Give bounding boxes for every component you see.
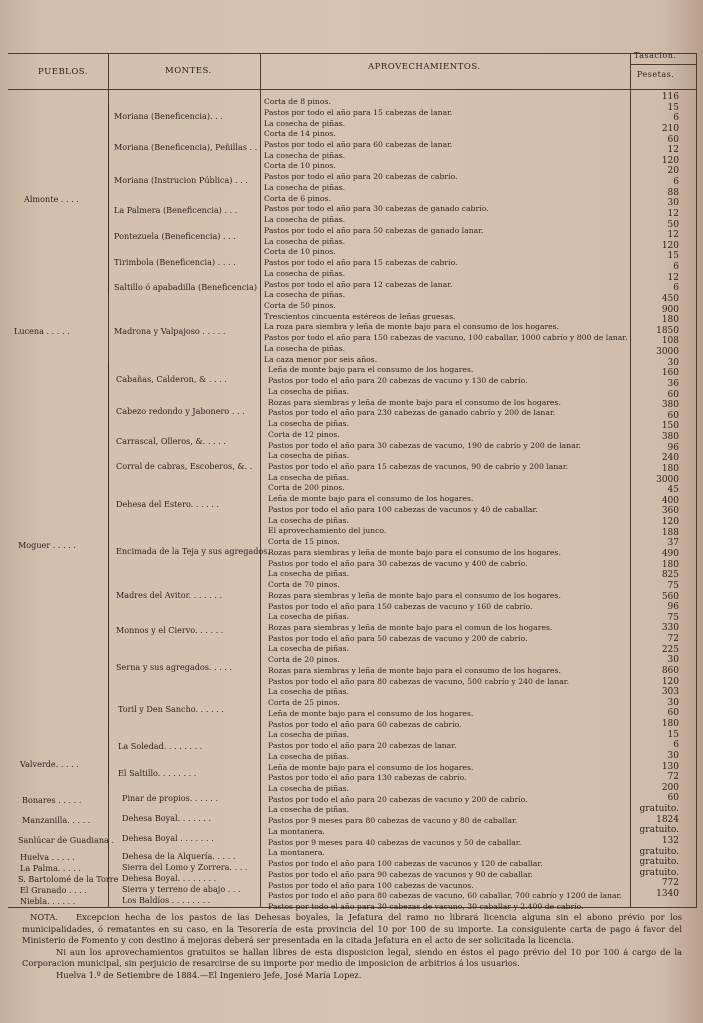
aprovechamiento-line: La cosecha de piñas. — [268, 783, 350, 793]
tasacion-value: 72 — [667, 634, 679, 644]
nota-label: NOTA. — [30, 912, 59, 922]
header-aprovechamientos: APROVECHAMIENTOS. — [368, 62, 481, 72]
tasacion-value: 825 — [661, 570, 679, 581]
monte-row: Sierra del Lomo y Zorrera. . . . — [122, 862, 248, 872]
tasacion-value: 12 — [667, 208, 679, 219]
tasacion-value: 108 — [661, 336, 679, 347]
tasacion-value: gratuito. — [639, 867, 679, 878]
tasacion-value: 6 — [673, 283, 679, 294]
aprovechamiento-line: La cosecha de piñas. — [268, 419, 350, 428]
monte-row: La Palmera (Beneficencia) . . . — [114, 205, 238, 215]
tasacion-value: 160 — [661, 368, 679, 379]
nota-signature: Huelva 1.º de Setiembre de 1884.—El Ingeniero Jefe, José María Lopez. — [56, 969, 362, 980]
aprovechamiento-line: La cosecha de piñas. — [268, 569, 350, 579]
tasacion-value: 380 — [661, 432, 679, 443]
tasacion-value: gratuito. — [639, 825, 679, 836]
aprovechamiento-line: Pastos por 9 meses para 80 cabezas de vacuno y 80 de caballar. — [268, 816, 518, 826]
aprovechamiento-line: Pastos por todo el año para 80 cabezas de vacuno, 500 cabrío y 240 de lanar. — [268, 676, 570, 686]
tasacion-value: 15 — [667, 102, 679, 113]
aprovechamiento-line: El aprovechamiento del junco. — [268, 526, 387, 536]
header-top-rule — [8, 53, 696, 54]
aprovechamiento-line: Pastos por todo el año para 20 cabezas de lanar. — [268, 741, 457, 750]
tasacion-value: gratuito. — [639, 857, 679, 868]
tasacion-value: 120 — [661, 155, 679, 166]
aprovechamiento-line: Pastos por todo el año para 30 cabezas de vacuno, 30 caballar y 2.400 de cabrío. — [268, 902, 584, 911]
aprovechamiento-line: Corta de 20 pinos. — [268, 655, 340, 665]
tasacion-value: 96 — [667, 602, 679, 613]
aprovechamiento-line: Pastos por todo el año para 20 cabezas de vacuno y 130 de cabrío. — [268, 376, 528, 386]
aprovechamiento-line: Pastos por todo el año para 100 cabezas de vacunos. — [268, 880, 474, 890]
tasacion-value: 1340 — [656, 889, 679, 899]
header-tasacion-rule — [630, 64, 696, 65]
aprovechamiento-line: Corta de 200 pinos. — [268, 483, 345, 493]
header-montes: MONTES. — [165, 66, 212, 76]
aprovechamiento-line: Corta de 25 pinos. — [268, 698, 340, 708]
tasacion-value: 75 — [667, 580, 679, 591]
aprovechamiento-line: Pastos por todo el año para 15 cabezas de lanar. — [264, 107, 453, 117]
aprovechamiento-line: Pastos por todo el año para 150 cabezas de vacuno y 160 de cabrío. — [268, 601, 533, 611]
tasacion-value: 45 — [667, 485, 679, 496]
aprovechamiento-line: Pastos por todo el año para 30 cabezas de vacuno, 190 de cabrío y 200 de lanar. — [268, 440, 581, 450]
monte-row: Monnos y el Ciervo. . . . . . — [116, 625, 224, 635]
monte-row: Corral de cabras, Escoberos, &. . — [116, 461, 253, 471]
pueblo-niebla: Niebla. . . . . . — [20, 896, 76, 906]
tasacion-value: 180 — [661, 315, 679, 326]
tasacion-value: 180 — [661, 559, 679, 570]
tasacion-value: 60 — [667, 793, 679, 804]
tasacion-value: 30 — [667, 655, 679, 666]
monte-row: Toril y Den Sancho. . . . . . — [118, 704, 224, 714]
tasacion-value: 303 — [661, 687, 679, 698]
monte-row: Sierra y terreno de abajo . . . — [122, 884, 241, 894]
tasacion-value: 30 — [667, 750, 679, 761]
tasacion-value: 75 — [667, 612, 679, 623]
nota-block — [22, 912, 682, 982]
monte-row: Carrascal, Olleros, &. . . . . — [116, 436, 226, 446]
aprovechamiento-line: Leña de monte bajo para el consumo de los hogares. — [268, 365, 474, 375]
tasacion-value: 560 — [661, 591, 679, 602]
aprovechamiento-line: La cosecha de piñas. — [268, 451, 350, 461]
aprovechamiento-line: La cosecha de piñas. — [268, 612, 350, 622]
tasacion-value: 490 — [661, 548, 679, 559]
pueblo-lapalma: La Palma. . . . . — [20, 863, 81, 873]
monte-row: Pinar de propios. . . . . . — [122, 793, 219, 803]
aprovechamiento-line: Corta de 50 pinos. — [264, 300, 336, 310]
aprovechamiento-line: Leña de monte bajo para el consumo de los hogares. — [268, 708, 474, 718]
aprovechamiento-line: Rozas para siembras y leña de monte bajo para el consumo de los hogares. — [268, 397, 561, 407]
pueblo-bonares: Bonares . . . . . — [22, 795, 82, 805]
aprovechamiento-line: La cosecha de piñas. — [264, 150, 346, 160]
monte-row: Moriana (Beneficencia). . . — [114, 111, 223, 121]
monte-row: Dehesa Boyal . . . . . . . — [122, 833, 214, 843]
aprovechamiento-line: Corta de 10 pinos. — [264, 247, 336, 257]
tasacion-value: 15 — [667, 729, 679, 740]
tasacion-value: 12 — [667, 145, 679, 156]
aprovechamiento-line: Pastos por todo el año para 30 cabezas de ganado cabrío. — [264, 204, 489, 214]
aprovechamiento-line: La cosecha de piñas. — [264, 215, 346, 225]
tasacion-value: 360 — [661, 506, 679, 517]
aprovechamiento-line: Corta de 14 pinos. — [264, 129, 336, 139]
aprovechamiento-line: La cosecha de piñas. — [268, 751, 350, 761]
pueblo-lucena: Lucena . . . . . — [14, 326, 70, 336]
aprovechamiento-line: La cosecha de piñas. — [268, 386, 350, 396]
tasacion-value: 3000 — [656, 474, 679, 485]
pueblo-sbartolome: S. Bartolomé de la Torre — [18, 874, 119, 884]
monte-row: Los Baldíos . . . . . . . . — [122, 895, 211, 905]
tasacion-value: 50 — [667, 219, 679, 230]
pueblo-valverde: Valverde. . . . . — [20, 759, 79, 769]
aprovechamiento-line: La roza para siembra y leña de monte bajo para el consumo de los hogares. — [264, 322, 560, 332]
tasacion-value: 30 — [667, 357, 679, 368]
pueblo-moguer: Moguer . . . . . — [18, 540, 76, 550]
aprovechamiento-line: Pastos por todo el año para 20 cabezas de cabrío. — [264, 172, 458, 182]
tasacion-value: 188 — [661, 527, 679, 538]
pueblo-manzanilla: Manzanilla. . . . . — [22, 815, 91, 825]
tasacion-value: 130 — [661, 761, 679, 772]
monte-row: Dehesa Boyal. . . . . . . . — [122, 873, 217, 883]
tasacion-value: 15 — [667, 251, 679, 262]
pueblo-almonte: Almonte . . . . — [24, 194, 79, 204]
header-tasacion: Tasacion. — [634, 51, 677, 60]
tasacion-value: 12 — [667, 230, 679, 241]
aprovechamiento-line: La cosecha de piñas. — [264, 268, 346, 278]
aprovechamiento-line: Pastos por todo el año para 130 cabezas de cabrío. — [268, 773, 467, 783]
aprovechamiento-line: Corta de 6 pinos. — [264, 193, 331, 203]
aprovechamiento-line: Corta de 10 pinos. — [264, 161, 336, 171]
tasacion-value: 116 — [661, 92, 679, 102]
tasacion-value: 30 — [667, 697, 679, 708]
monte-row: Dehesa del Estero. . . . . . — [116, 499, 219, 509]
monte-row: Moriana (Beneficencia), Peñillas . . — [114, 142, 258, 152]
aprovechamiento-line: La cosecha de piñas. — [264, 290, 346, 300]
pueblo-brace-almonte — [108, 104, 112, 294]
aprovechamiento-line: Pastos por todo el año para 230 cabezas de ganado cabrío y 200 de lanar. — [268, 408, 556, 418]
aprovechamiento-line: Pastos por todo el año para 60 cabezas de cabrío. — [268, 719, 462, 729]
tasacion-value: 400 — [661, 495, 679, 506]
aprovechamiento-line: La cosecha de piñas. — [264, 343, 346, 353]
tasacion-value: 6 — [673, 177, 679, 187]
tasacion-value: 772 — [661, 878, 679, 889]
aprovechamiento-line: Rozas para siembras y leña de monte bajo para el consumo de los hogares. — [268, 547, 561, 557]
aprovechamiento-line: Pastos por todo el año para 150 cabezas de vacuno, 100 caballar, 1000 cabrío y 800 de lanar. — [264, 333, 628, 343]
aprovechamiento-line: Pastos por todo el año para 15 cabezas de vacunos, 90 de cabrío y 200 lanar. — [268, 461, 569, 471]
aprovechamiento-line: La cosecha de piñas. — [268, 805, 350, 815]
header-pesetas: Pesetas. — [637, 70, 675, 79]
aprovechamiento-line: La cosecha de piñas. — [268, 687, 350, 697]
aprovechamiento-line: Pastos por todo el año para 15 cabezas de cabrío. — [264, 258, 458, 267]
nota-paragraph-1: Excepcion hecha de los pastos de las Dehesas boyales, la Jefatura del ramo no librará licencia alguna sin el abono prévio por los municipalidades, ó rematantes en su caso, en la Tesorería de esta provincia del 10 por 100 de su importe. La consiguiente carta de pago á favor del Ministerio de Fomento y con destino á mejoras deberá ser presentada en la citada Jefatura en el acto de ser solicitada la licencia. — [22, 912, 682, 946]
tasacion-value: 3000 — [656, 347, 679, 357]
aprovechamiento-line: La caza menor por seis años. — [264, 354, 378, 364]
tasacion-value: 180 — [661, 463, 679, 474]
aprovechamiento-line: Trescientos cincuenta estéreos de leñas gruesas. — [264, 311, 456, 321]
aprovechamiento-line: Corta de 12 pinos. — [268, 429, 340, 439]
aprovechamiento-line: Pastos por todo el año para 100 cabezas de vacunos y 120 de caballar. — [268, 859, 543, 869]
monte-row: El Saltillo. . . . . . . . — [118, 768, 197, 778]
aprovechamiento-line: Pastos por 9 meses para 40 cabezas de vacunos y 50 de caballar. — [268, 837, 522, 847]
tasacion-value: gratuito. — [639, 804, 679, 814]
tasacion-value: 88 — [667, 187, 679, 198]
aprovechamiento-line: Leña de monte bajo para el consumo de los hogares. — [268, 494, 474, 504]
monte-row: Dehesa de la Alquería. . . . . — [122, 851, 236, 861]
monte-row: Pontezuela (Beneficencia) . . . — [114, 231, 236, 241]
aprovechamiento-line: La cosecha de piñas. — [268, 644, 350, 654]
aprovechamiento-line: Pastos por todo el año para 50 cabezas de vacuno y 200 de cabrío. — [268, 633, 528, 643]
tasacion-value: 180 — [661, 719, 679, 729]
nota-paragraph-2: Ni aun los aprovechamientos gratuitos se hallan libres de esta disposicion legal, siendo en éstos el pago prévio del 10 por 100 á cargo de la Corporacion municipal, sin perjuicio de resarcirse de su importe por medio de imposicion de arbitrios á los usuarios. — [22, 946, 682, 969]
tasacion-value: 225 — [661, 644, 679, 655]
monte-row: Serna y sus agregados. . . . . — [116, 662, 233, 672]
aprovechamiento-line: Rozas para siembras y leña de monte bajo para el consumo de los hogares. — [268, 665, 561, 675]
column-rule-4 — [696, 53, 697, 908]
aprovechamiento-line: Pastos por todo el año para 30 cabezas de vacuno y 400 de cabrío. — [268, 558, 528, 568]
tasacion-value: 1850 — [656, 325, 679, 336]
tasacion-value: 96 — [667, 442, 679, 453]
tasacion-value: 200 — [661, 782, 679, 793]
aprovechamiento-line: La montanera. — [268, 848, 325, 858]
tasacion-value: 60 — [667, 134, 679, 145]
tasacion-value: 120 — [661, 517, 679, 528]
aprovechamiento-line: Corta de 70 pinos. — [268, 580, 340, 589]
tasacion-value: 60 — [667, 410, 679, 421]
pueblo-sanlucar: Sanlúcar de Guadiana . — [18, 835, 115, 845]
aprovechamiento-line: La montanera. — [268, 826, 325, 836]
tasacion-value: 60 — [667, 389, 679, 400]
tasacion-value: 60 — [667, 708, 679, 719]
aprovechamiento-line: La cosecha de piñas. — [264, 236, 346, 246]
tasacion-value: 120 — [661, 240, 679, 251]
aprovechamiento-line: Pastos por todo el año para 12 cabezas de lanar. — [264, 279, 453, 289]
tasacion-value: 6 — [673, 740, 679, 751]
header-pueblos: PUEBLOS. — [38, 67, 89, 77]
tasacion-value: 30 — [667, 198, 679, 209]
tasacion-value: 380 — [661, 400, 679, 411]
tasacion-value: 6 — [673, 262, 679, 272]
tasacion-value: 20 — [667, 166, 679, 177]
aprovechamiento-line: Corta de 15 pinos. — [268, 537, 340, 547]
tasacion-value: 150 — [661, 421, 679, 432]
aprovechamiento-line: La cosecha de piñas. — [268, 515, 350, 525]
pueblo-brace-valverde — [108, 733, 112, 783]
aprovechamiento-line: La cosecha de piñas. — [268, 472, 350, 482]
pueblo-huelva: Huelva . . . . . — [20, 852, 75, 862]
tasacion-value: 450 — [661, 293, 679, 304]
monte-row: Cabañas, Calderon, & . . . . — [116, 374, 227, 384]
monte-row: Cabezo redondo y Jabonero . . . — [116, 406, 245, 416]
aprovechamiento-line: La cosecha de piñas. — [268, 730, 350, 740]
monte-row: Moriana (Instrucion Pública) . . . — [114, 175, 248, 185]
tasacion-value: 72 — [667, 772, 679, 783]
monte-row: Madres del Avitor. . . . . . . — [116, 590, 223, 600]
aprovechamiento-line: Rozas para siembras y leña de monte bajo para el comun de los hogares. — [268, 622, 553, 632]
tasacion-value: gratuito. — [639, 846, 679, 857]
monte-row: Encimada de la Teja y sus agregados. — [116, 546, 271, 556]
aprovechamiento-line: Corta de 8 pinos. — [264, 97, 331, 106]
column-rule-3 — [630, 53, 631, 908]
tasacion-value: 860 — [661, 665, 679, 676]
tasacion-value: 240 — [661, 453, 679, 464]
tasacion-value: 210 — [661, 123, 679, 134]
header-bottom-rule — [8, 89, 696, 90]
pueblo-brace-moguer — [108, 362, 112, 732]
monte-row: Dehesa Boyal. . . . . . . — [122, 813, 212, 823]
aprovechamiento-line: Leña de monte bajo para el consumo de los hogares. — [268, 762, 474, 772]
tasacion-value: 36 — [667, 378, 679, 389]
column-rule-2 — [260, 53, 261, 908]
aprovechamiento-line: La cosecha de piñas. — [264, 118, 346, 128]
aprovechamiento-line: Pastos por todo el año para 60 cabezas de lanar. — [264, 139, 453, 149]
monte-row: Saltillo ó apabadilla (Beneficencia) . — [114, 282, 263, 292]
tasacion-value: 6 — [673, 113, 679, 124]
tasacion-value: 132 — [661, 835, 679, 846]
aprovechamiento-line: Pastos por todo el año para 100 cabezas de vacunos y 40 de caballar. — [268, 504, 538, 514]
aprovechamiento-line: Pastos por todo el año para 80 cabezas de vacuno, 60 caballar, 700 cabrío y 1200 de lanar. — [268, 891, 622, 901]
aprovechamiento-line: Pastos por todo el año para 20 cabezas de vacuno y 200 de cabrío. — [268, 794, 528, 804]
tasacion-value: 37 — [667, 538, 679, 549]
monte-row: Madrona y Valpajoso . . . . . — [114, 326, 226, 336]
aprovechamiento-line: Pastos por todo el año para 90 cabezas de vacunos y 90 de caballar. — [268, 869, 533, 879]
monte-row: Tirimbola (Beneficencia) . . . . — [114, 257, 236, 267]
tasacion-value: 900 — [661, 304, 679, 315]
tasacion-value: 330 — [661, 623, 679, 634]
aprovechamiento-line: Rozas para siembras y leña de monte bajo para el consumo de los hogares. — [268, 590, 561, 600]
tasacion-value: 120 — [661, 676, 679, 687]
aprovechamiento-line: Pastos por todo el año para 50 cabezas de ganado lanar. — [264, 225, 484, 235]
pueblo-elgranado: El Granado . . . . — [20, 885, 87, 895]
monte-row: La Soledad. . . . . . . . — [118, 741, 203, 751]
tasacion-value: 1824 — [656, 814, 679, 825]
tasacion-value: 12 — [667, 272, 679, 283]
aprovechamiento-line: La cosecha de piñas. — [264, 182, 346, 192]
